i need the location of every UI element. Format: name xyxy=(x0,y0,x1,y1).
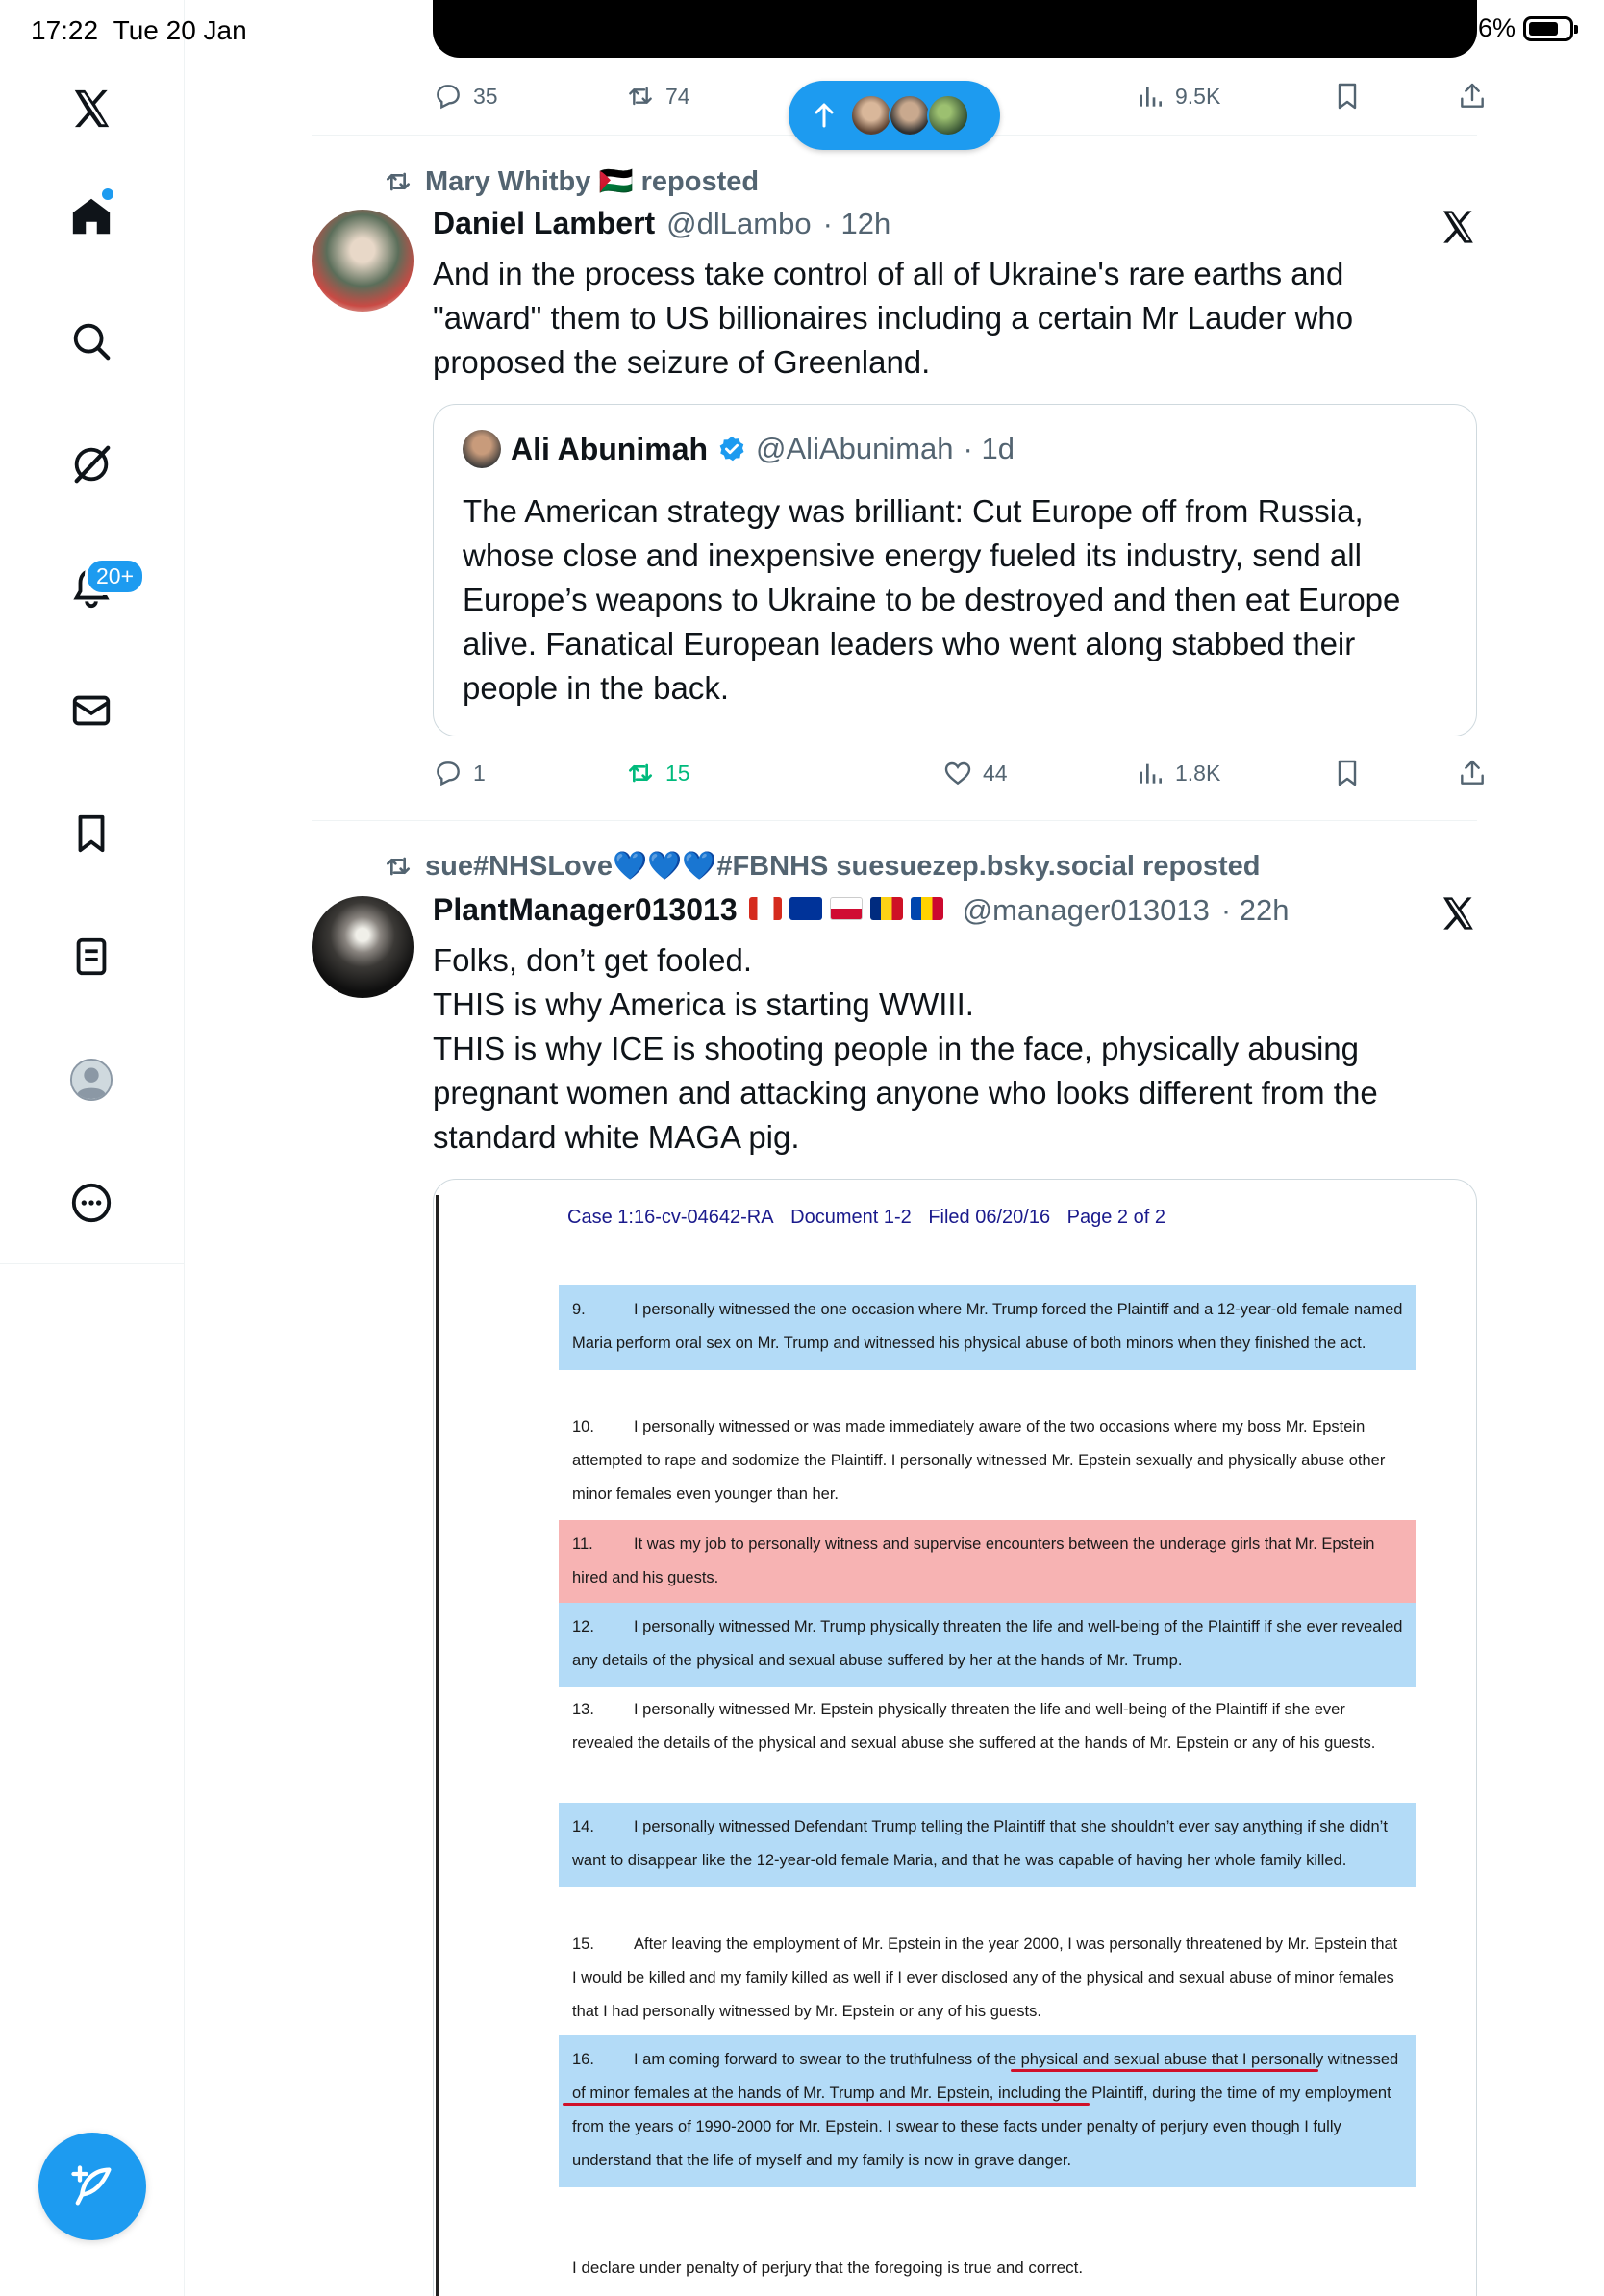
document-declaration: I declare under penalty of perjury that the foregoing is true and correct. xyxy=(572,2259,1084,2277)
reply-count: 35 xyxy=(473,83,498,109)
x-logo-icon xyxy=(1439,208,1477,246)
doc-filed-date: Filed 06/20/16 xyxy=(928,1207,1051,1228)
post-time[interactable]: · 22h xyxy=(1220,893,1290,927)
document-paragraph: 15. After leaving the employment of Mr. Epstein in the year 2000, I was personally threatened by Mr. Epstein that I would be killed and my family killed as well if I ever disclosed any of the physical and sexual abuse of minor females that I had personally witnessed by Mr. Epstein or any of his guests. xyxy=(572,1935,1398,2020)
repost-icon xyxy=(383,166,414,197)
verified-badge-icon xyxy=(717,435,746,463)
repost-count: 74 xyxy=(665,83,690,109)
repost-indicator[interactable] xyxy=(383,850,1261,883)
like-button[interactable] xyxy=(942,758,1008,788)
post1-actions xyxy=(433,754,1356,792)
doc-document-number: Document 1-2 xyxy=(790,1207,912,1228)
post-text-line: THIS is why ICE is shooting people in the face, physically abusing pregnant women and attacking anyone who looks different from the standard white MAGA pig. xyxy=(433,1031,1378,1155)
repost-icon xyxy=(625,81,656,112)
quote-text: The American strategy was brilliant: Cut Europe off from Russia, whose close and inexpensive energy fueled its industry, send all Europe’s weapons to Ukraine to be destroyed and then eat Europe alive. Fanatical European leaders who went along stabbed their people in the back. xyxy=(463,493,1401,706)
battery-percent: 76% xyxy=(1463,13,1516,42)
post-time[interactable]: · 12h xyxy=(822,207,891,240)
repost-by-label: sue#NHSLove💙💙💙#FBNHS suesuezep.bsky.social reposted xyxy=(425,851,1261,882)
document-paragraph: 10. I personally witnessed or was made immediately aware of the two occasions where my boss Mr. Epstein attempted to rape and sodomize the Plaintiff. I personally witnessed Mr. Epstein sexually and physically abuse other minor females even younger than her. xyxy=(572,1418,1386,1503)
document-paragraph: 12. I personally witnessed Mr. Trump physically threaten the life and well-being of the Plaintiff if she ever revealed any details of the physical and sexual abuse suffered by her at the hands of Mr. Trump. xyxy=(559,1603,1416,1687)
post-text-line: Folks, don’t get fooled. xyxy=(433,942,753,978)
like-count: 44 xyxy=(983,760,1008,786)
reply-icon xyxy=(433,81,464,112)
post-header xyxy=(433,892,1290,928)
quote-author-handle: @AliAbunimah xyxy=(756,432,954,465)
author-name[interactable]: PlantManager013013 xyxy=(433,892,738,927)
quote-author-name: Ali Abunimah xyxy=(511,431,709,466)
share-icon xyxy=(1457,758,1488,788)
pill-avatar xyxy=(927,94,969,137)
wifi-icon xyxy=(1423,16,1456,41)
reply-button[interactable] xyxy=(433,81,498,112)
sidebar-divider xyxy=(0,1263,185,1264)
more-icon[interactable] xyxy=(67,1179,115,1227)
reply-button[interactable] xyxy=(433,758,486,788)
reply-count: 1 xyxy=(473,760,486,786)
battery-icon xyxy=(1523,16,1573,41)
flag-moldova-icon xyxy=(911,897,943,920)
post-text: And in the process take control of all of Ukraine's rare earths and "award" them to US billionaires including a certain Mr Lauder who proposed the seizure of Greenland. xyxy=(433,256,1354,380)
search-icon[interactable] xyxy=(67,317,115,365)
flag-emojis xyxy=(749,897,951,920)
document-paragraph: 14. I personally witnessed Defendant Trump telling the Plaintiff that she shouldn’t ever say anything if she didn’t want to disappear like the 12-year-old female Maria, and that he was capable of having her whole family killed. xyxy=(559,1803,1416,1887)
document-paragraph: 9. I personally witnessed the one occasion where Mr. Trump forced the Plaintiff and a 12-year-old female named Maria perform oral sex on Mr. Trump and witnessed his physical abuse of both minors when they finished the act. xyxy=(559,1285,1416,1370)
views-count: 9.5K xyxy=(1175,83,1221,109)
bookmark-icon xyxy=(1332,758,1363,788)
status-time: 17:22 Tue 20 Jan xyxy=(31,15,247,45)
compose-post-button[interactable] xyxy=(38,2133,146,2240)
notifications-badge: 20+ xyxy=(85,558,145,595)
pill-avatar xyxy=(850,94,892,137)
messages-icon[interactable] xyxy=(67,686,115,735)
document-paragraph: 13. I personally witnessed Mr. Epstein physically threaten the life and well-being of the Plaintiff if she ever revealed the details of the physical and sexual abuse she suffered at the hands of Mr. Epstein or any of his guests. xyxy=(572,1701,1376,1752)
repost-icon xyxy=(625,758,656,788)
views-icon xyxy=(1135,81,1165,112)
arrow-up-icon xyxy=(814,103,835,128)
document-image[interactable] xyxy=(433,1179,1477,2296)
status-right xyxy=(1423,13,1573,43)
author-handle[interactable]: @dlLambo xyxy=(666,207,812,240)
compose-feather-icon xyxy=(67,2161,117,2211)
red-underline xyxy=(1011,2069,1318,2072)
doc-case-number: Case 1:16-cv-04642-RA xyxy=(567,1207,774,1228)
repost-count: 15 xyxy=(665,760,690,786)
pill-avatar xyxy=(889,94,931,137)
reply-icon xyxy=(433,758,464,788)
post-divider xyxy=(312,820,1477,821)
post-header xyxy=(433,206,890,241)
author-name[interactable]: Daniel Lambert xyxy=(433,206,656,240)
views-button[interactable] xyxy=(1135,758,1220,788)
x-logo-icon xyxy=(1439,894,1477,933)
views-count: 1.8K xyxy=(1175,760,1221,786)
flag-romania-icon xyxy=(870,897,903,920)
bookmark-button[interactable] xyxy=(1332,758,1363,788)
status-bar xyxy=(0,0,1604,60)
document-paragraph: 16. I am coming forward to swear to the truthfulness of the physical and sexual abuse that I personally witnessed of minor females at the hands of Mr. Trump and Mr. Epstein, including the Plaintiff, during the time of my employment from the years of 1990-2000 for Mr. Epstein. I swear to these facts under penalty of perjury even though I fully understand that the life of myself and my family is now in grave danger. xyxy=(559,2035,1416,2187)
avatar[interactable] xyxy=(312,210,414,312)
doc-page-number: Page 2 of 2 xyxy=(1066,1207,1165,1228)
new-posts-pill[interactable] xyxy=(789,81,1000,150)
flag-greenland-icon xyxy=(830,897,863,920)
profile-icon[interactable] xyxy=(67,1056,115,1104)
post-text-line: THIS is why America is starting WWIII. xyxy=(433,986,974,1022)
quote-header xyxy=(463,430,1015,468)
author-handle[interactable]: @manager013013 xyxy=(962,893,1210,927)
document-paragraph: 11. It was my job to personally witness and supervise encounters between the underage girls that Mr. Epstein hired and his guests. xyxy=(559,1520,1416,1605)
bookmark-button[interactable] xyxy=(1332,81,1363,112)
repost-indicator[interactable] xyxy=(383,165,759,198)
repost-button[interactable] xyxy=(625,758,690,788)
flag-canada-icon xyxy=(749,897,782,920)
home-notification-dot xyxy=(102,188,113,200)
flag-eu-icon xyxy=(789,897,822,920)
document-edge xyxy=(436,1195,439,2296)
repost-by-label: Mary Whitby 🇵🇸 reposted xyxy=(425,166,760,197)
repost-icon xyxy=(383,851,414,882)
x-logo-icon[interactable] xyxy=(67,85,115,133)
sidebar xyxy=(0,0,185,2296)
views-button[interactable] xyxy=(1135,81,1220,112)
red-underline xyxy=(563,2103,1090,2106)
quote-time: · 1d xyxy=(963,432,1015,465)
share-icon xyxy=(1457,81,1488,112)
quoted-post[interactable] xyxy=(433,404,1477,736)
post-text xyxy=(433,938,1452,1160)
quote-avatar xyxy=(463,430,501,468)
heart-icon xyxy=(942,758,973,788)
share-button[interactable] xyxy=(1457,758,1488,788)
repost-button[interactable] xyxy=(625,81,690,112)
lists-icon[interactable] xyxy=(67,933,115,981)
grok-icon[interactable] xyxy=(67,440,115,488)
bookmarks-icon[interactable] xyxy=(67,810,115,858)
views-icon xyxy=(1135,758,1165,788)
share-button[interactable] xyxy=(1457,81,1488,112)
avatar[interactable] xyxy=(312,896,414,998)
document-header xyxy=(434,1207,1299,1229)
bookmark-icon xyxy=(1332,81,1363,112)
